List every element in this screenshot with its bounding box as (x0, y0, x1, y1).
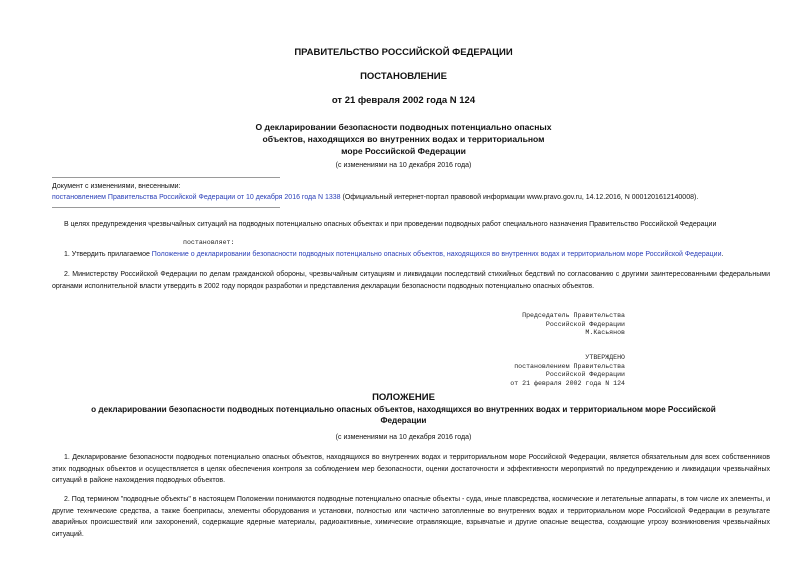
signature-name: М.Касьянов (585, 329, 625, 337)
amendments-intro: Документ с изменениями, внесенными: (52, 183, 181, 190)
regulation-subtitle-line: Федерации (380, 416, 427, 425)
regulation-subtitle-line: о декларировании безопасности подводных потенциально опасных объектов, находящихся во внутренних водах и территориальном море Российской (91, 405, 716, 414)
approval-line: Российской Федерации (545, 371, 625, 379)
divider-bottom (52, 207, 280, 208)
decides-label: постановляет: (183, 239, 235, 246)
amendments-source (52, 192, 698, 203)
item-2: 2. Министерству Российской Федерации по делам гражданской обороны, чрезвычайным ситуациям и ликвидации последствий стихийных бедствий по согласованию с другими заинтересованными федеральными органами исполнительной власти утвердить в 2002 году порядок разработки и представления декларации безопасности подводных потенциально опасных объектов. (52, 271, 770, 290)
regulation-link[interactable]: Положение о декларировании безопасности подводных потенциально опасных объектов, находящихся во внутренних водах и территориальном море Российской Федерации (151, 251, 722, 258)
document-type: ПОСТАНОВЛЕНИЕ (360, 71, 447, 82)
signature-country: Российской Федерации (545, 320, 625, 328)
regulation-subtitle (0, 404, 807, 426)
title-line: О декларировании безопасности подводных потенциально опасных (255, 122, 552, 132)
signature-block (522, 312, 625, 338)
item-1 (52, 249, 770, 261)
title-line: море Российской Федерации (341, 146, 466, 156)
regulation-paragraph-1: 1. Декларирование безопасности подводных потенциально опасных объектов, находящихся во внутренних водах и территориальном море Российской Федерации, является обязательным для всех собственников этих подводных объектов и осуществляется в целях обеспечения контроля за соблюдением мер безопасности, оценки достаточности и эффективности мероприятий по предупреждению и ликвидации чрезвычайных ситуаций в районе нахождения подводных объектов. (52, 454, 770, 485)
amendment-source-text: (Официальный интернет-портал правовой информации www.pravo.gov.ru, 14.12.2016, N 0001201612140008). (340, 194, 699, 201)
approval-title: УТВЕРЖДЕНО (585, 354, 625, 361)
regulation-paragraph-2: 2. Под термином "подводные объекты" в настоящем Положении понимаются подводные потенциально опасные объекты - суда, иные плавсредства, космические и летательные аппараты, в том числе их элементы, и другие технические средства, а также боеприпасы, элементы оборудования и установки, полностью или частично затопленные во внутренних водах и территориальном море Российской Федерации в результате аварийных происшествий или захоронений, содержащие ядерные материалы, радиоактивные, химические отравляющие, взрывчатые и другие опасные вещества, создающие угрозу возникновения чрезвычайных ситуаций. (52, 496, 771, 538)
approval-line: постановлением Правительства (514, 362, 625, 370)
regulation-changes-note: (с изменениями на 10 декабря 2016 года) (335, 434, 472, 441)
divider-top (52, 177, 280, 178)
preamble: В целях предупреждения чрезвычайных ситуаций на подводных потенциально опасных объектах и при проведении подводных работ специального назначения Правительство Российской Федерации (64, 221, 717, 228)
document-date-number: от 21 февраля 2002 года N 124 (331, 95, 476, 106)
signature-position: Председатель Правительства (522, 312, 625, 319)
item-1-prefix: 1. Утвердить прилагаемое (64, 251, 152, 258)
changes-note: (с изменениями на 10 декабря 2016 года) (335, 162, 472, 169)
government-name: ПРАВИТЕЛЬСТВО РОССИЙСКОЙ ФЕДЕРАЦИИ (294, 47, 513, 58)
approval-block (510, 354, 625, 388)
document-title (0, 121, 807, 157)
approval-line: от 21 февраля 2002 года N 124 (510, 379, 625, 387)
regulation-title: ПОЛОЖЕНИЕ (372, 392, 435, 403)
item-1-suffix: . (721, 251, 724, 258)
amendment-link[interactable]: постановлением Правительства Российской Федерации от 10 декабря 2016 года N 1338 (52, 194, 341, 201)
title-line: объектов, находящихся во внутренних водах и территориальном (262, 134, 545, 144)
